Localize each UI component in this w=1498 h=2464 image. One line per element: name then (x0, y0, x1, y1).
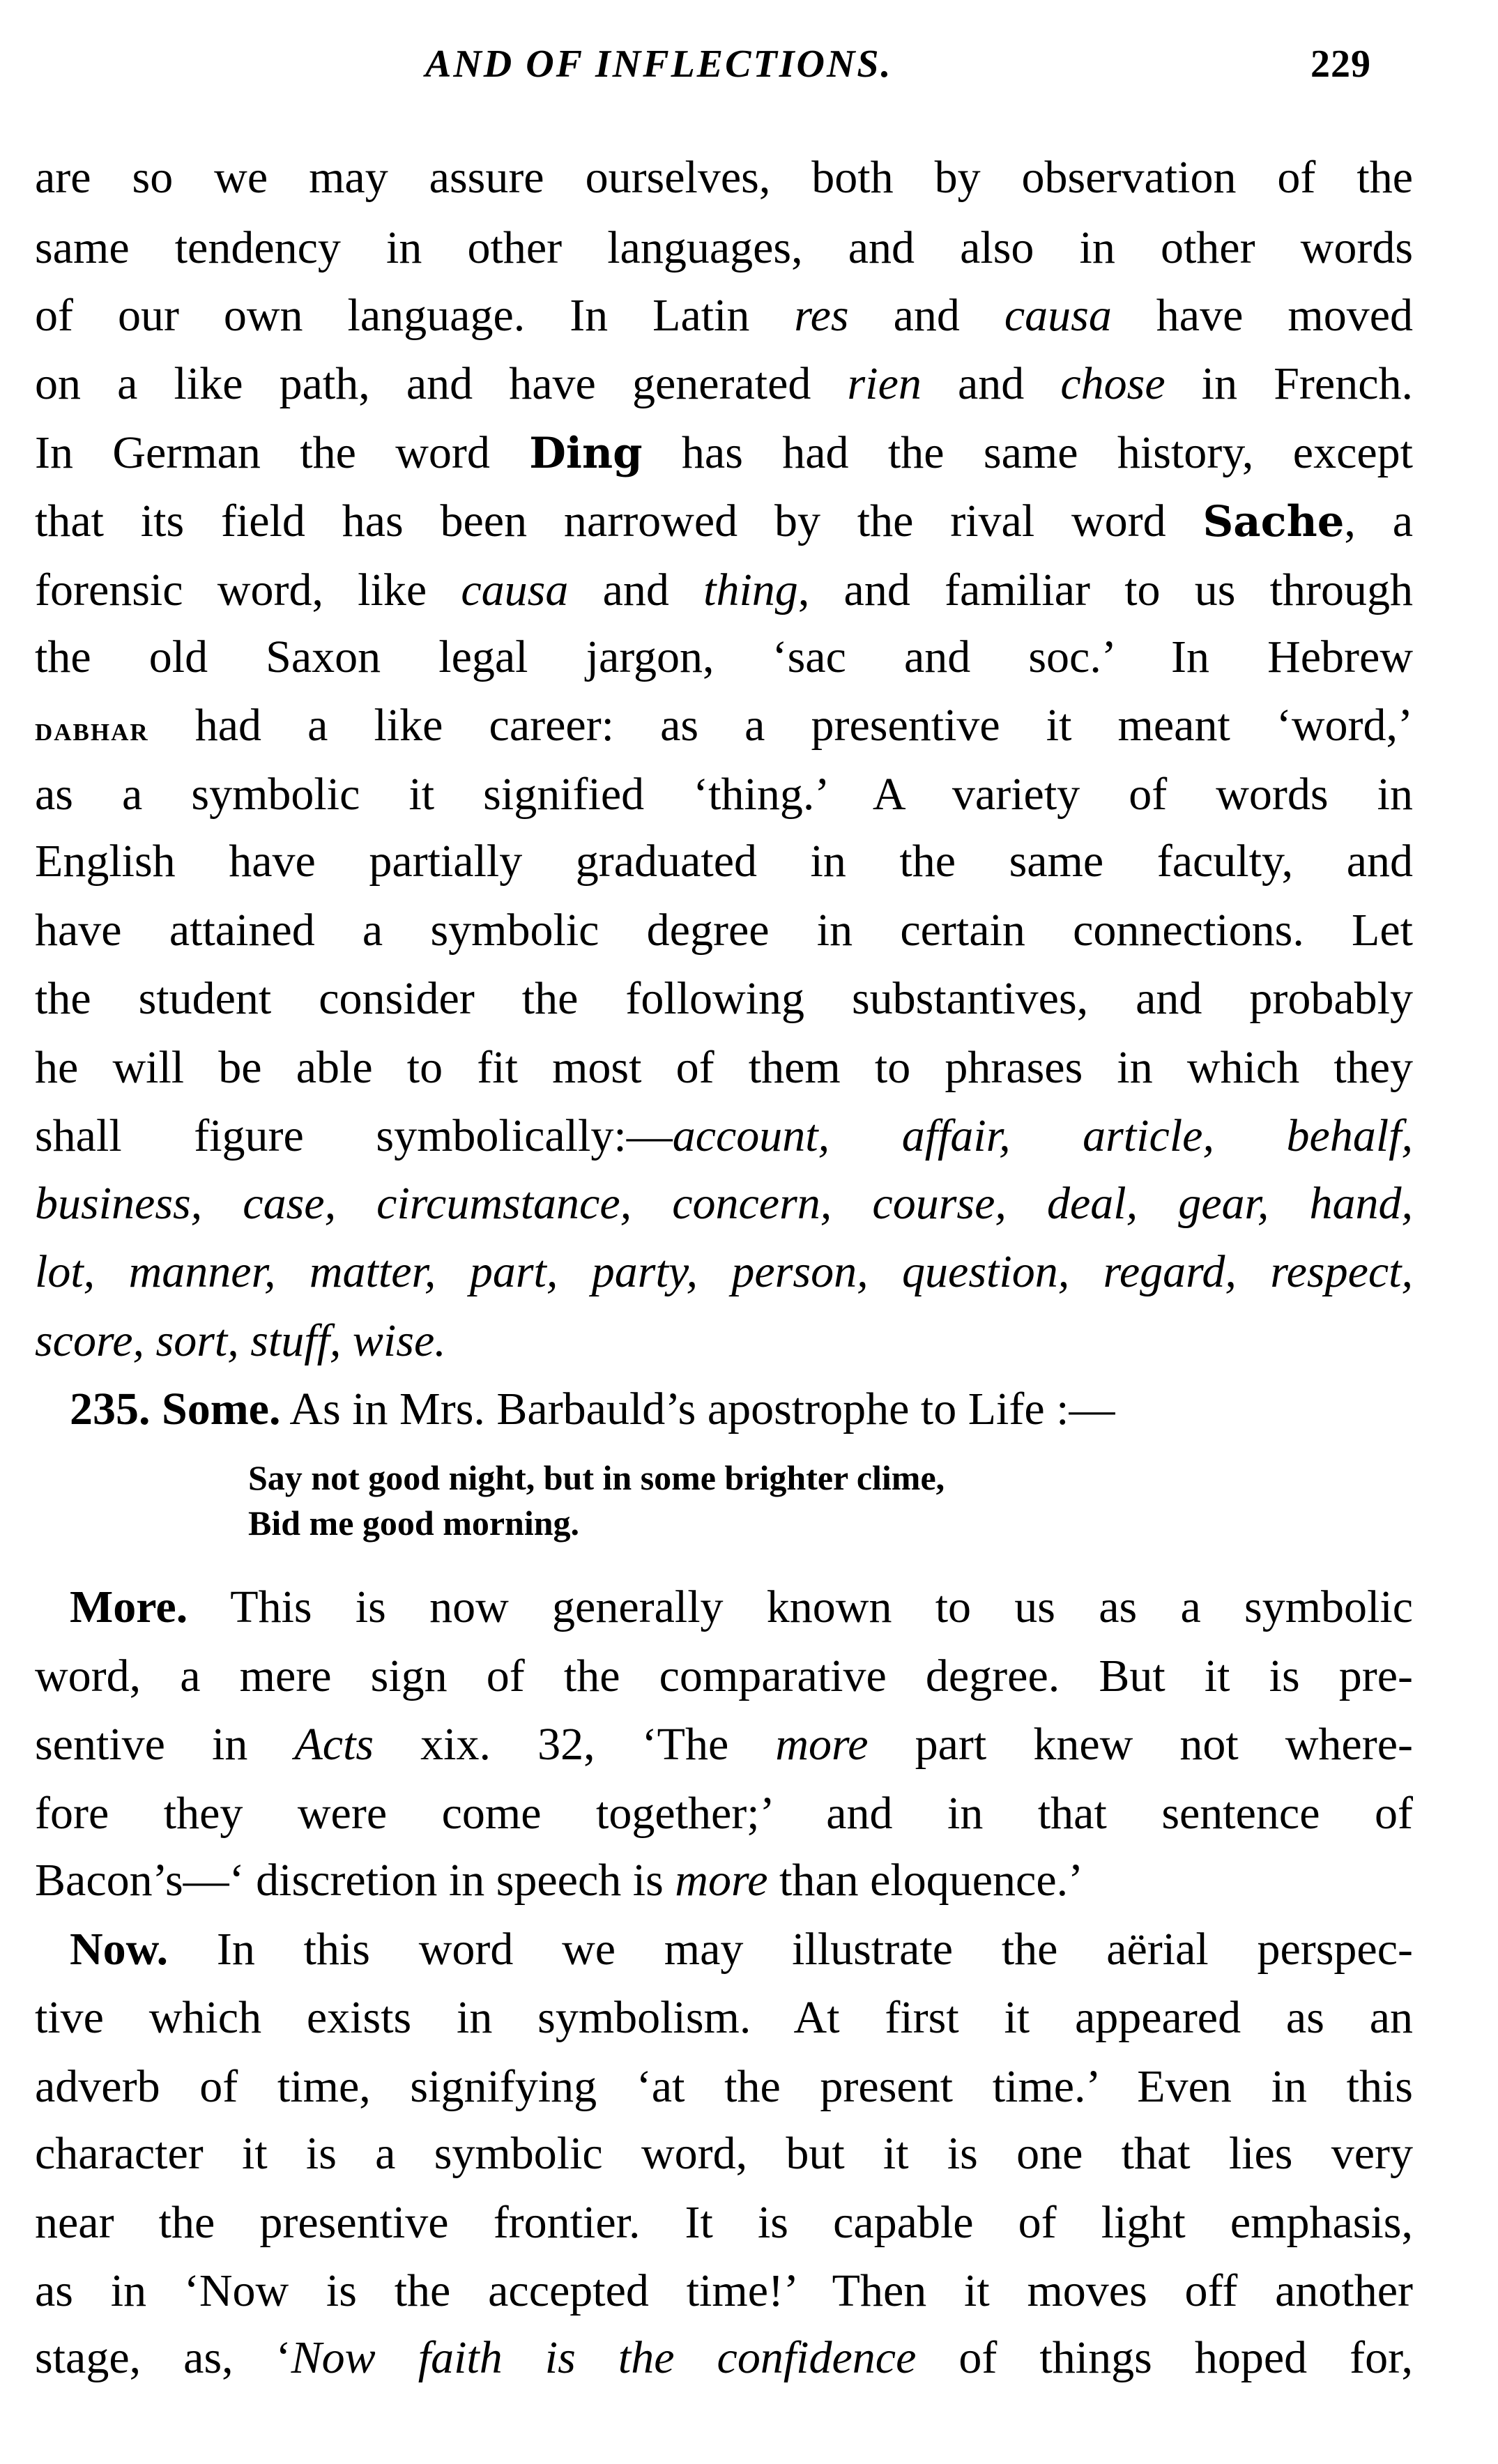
text-line (35, 1040, 1413, 1096)
text-segment: have moved (1111, 290, 1413, 341)
text-segment: , a (1344, 496, 1414, 546)
text-segment: the old Saxon legal jargon, ‘sac and soc.’ In Hebrew (35, 632, 1413, 682)
text-segment: dabhar (35, 710, 149, 748)
text-line (35, 1990, 1413, 2046)
text-segment: Bacon’s—‘ discretion in speech is (35, 1855, 675, 1906)
text-line (35, 971, 1413, 1027)
text-line (35, 2126, 1413, 2182)
text-segment: has had the same history, except (642, 427, 1413, 478)
text-line (35, 629, 1413, 685)
text-segment: on a like path, and have generated (35, 358, 848, 409)
text-segment: as in ‘Now is the accepted time!’ Then it moves off another (35, 2265, 1413, 2316)
text-segment: word, a mere sign of the comparative degree. But it is pre- (35, 1651, 1413, 1701)
text-line (35, 1853, 1413, 1908)
text-segment: Ding (529, 429, 643, 478)
text-segment: lot, manner, matter, part, party, person, question, regard, respect, (35, 1246, 1413, 1297)
section-heading: Now. (70, 1924, 169, 1975)
text-segment: fore they were come together;’ and in that sentence of (35, 1788, 1413, 1839)
text-segment: tive which exists in symbolism. At first it appeared as an (35, 1992, 1413, 2043)
text-segment: he will be able to fit most of them to phrases in which they (35, 1042, 1413, 1093)
text-segment: forensic word, like (35, 565, 461, 615)
text-segment: Now faith is the confidence (291, 2332, 917, 2383)
text-segment: have attained a symbolic degree in certain connections. Let (35, 905, 1413, 956)
text-line (35, 2263, 1413, 2319)
text-segment: English have partially graduated in the same faculty, and (35, 836, 1413, 887)
text-line (35, 2330, 1413, 2386)
page-number: 229 (1310, 43, 1371, 86)
text-segment: character it is a symbolic word, but it is one that lies very (35, 2128, 1413, 2179)
text-segment: business, case, circumstance, concern, course, deal, gear, hand, (35, 1178, 1413, 1229)
text-line (35, 1717, 1413, 1773)
text-line (35, 425, 1413, 482)
text-segment: In German the word (35, 427, 530, 478)
text-segment: part knew not where- (868, 1719, 1413, 1770)
text-segment: causa (1004, 290, 1112, 341)
text-segment: of things hoped for, (916, 2332, 1413, 2383)
text-segment: xix. 32, ‘The (374, 1719, 776, 1770)
text-segment: causa (461, 565, 569, 615)
text-line (35, 220, 1413, 276)
text-line (35, 563, 1413, 618)
text-line (35, 834, 1413, 889)
text-segment: more (775, 1719, 869, 1770)
section-heading: More. (70, 1582, 188, 1632)
text-segment: and (848, 290, 1004, 341)
text-segment: in French. (1165, 358, 1414, 409)
quote-line-2: Bid me good morning. (248, 1503, 580, 1543)
text-segment: and (921, 358, 1061, 409)
text-segment: near the presentive frontier. It is capable of light emphasis, (35, 2197, 1413, 2248)
text-line (35, 356, 1413, 412)
text-line (35, 493, 1413, 550)
text-line (35, 1244, 1413, 1300)
text-segment: res (794, 290, 849, 341)
text-segment: , and familiar to us through (797, 565, 1413, 615)
text-segment: shall figure symbolically:— (35, 1110, 673, 1161)
quote-line-1: Say not good night, but in some brighter clime, (248, 1458, 945, 1497)
text-line (70, 1922, 1413, 1977)
text-segment: adverb of time, signifying ‘at the present time.’ Even in this (35, 2061, 1413, 2112)
text-segment: Acts (294, 1719, 374, 1770)
text-segment: more (675, 1855, 768, 1906)
text-line (35, 2059, 1413, 2115)
text-segment: than eloquence.’ (767, 1855, 1084, 1906)
text-line (35, 288, 1413, 344)
running-title: AND OF INFLECTIONS. (425, 43, 893, 86)
text-segment: the student consider the following substantives, and probably (35, 973, 1413, 1024)
text-line (35, 1786, 1413, 1842)
text-segment: that its field has been narrowed by the rival word (35, 496, 1203, 546)
text-line (35, 903, 1413, 958)
text-line (35, 150, 1413, 206)
text-segment: This is now generally known to us as a symbolic (188, 1582, 1413, 1632)
text-segment: thing (703, 565, 798, 615)
text-segment: chose (1060, 358, 1165, 409)
text-segment: Sache (1202, 497, 1345, 546)
text-segment: same tendency in other languages, and also in other words (35, 222, 1413, 273)
text-segment: as a symbolic it signified ‘thing.’ A variety of words in (35, 769, 1413, 820)
text-line (35, 1108, 1413, 1164)
text-line (35, 698, 1413, 757)
text-line (35, 1176, 1413, 1232)
text-line (70, 1382, 1413, 1437)
text-segment: are so we may assure ourselves, both by observation of the (35, 152, 1413, 203)
section-heading: 235. Some. (70, 1384, 281, 1434)
text-line (35, 1313, 1413, 1369)
text-segment: account, affair, article, behalf, (672, 1110, 1413, 1161)
text-segment: In this word we may illustrate the aërial perspec- (168, 1924, 1413, 1975)
text-segment: had a like career: as a presentive it meant ‘word,’ (148, 700, 1413, 751)
text-segment: score, sort, stuff, wise. (35, 1315, 446, 1366)
text-line (70, 1579, 1413, 1635)
text-segment: stage, as, ‘ (35, 2332, 291, 2383)
text-segment: and (568, 565, 704, 615)
text-line (35, 2195, 1413, 2251)
text-segment: As in Mrs. Barbauld’s apostrophe to Life :— (280, 1384, 1115, 1434)
text-line (35, 1648, 1413, 1704)
text-line (35, 767, 1413, 822)
text-segment: rien (847, 358, 922, 409)
text-segment: sentive in (35, 1719, 295, 1770)
text-segment: of our own language. In Latin (35, 290, 795, 341)
